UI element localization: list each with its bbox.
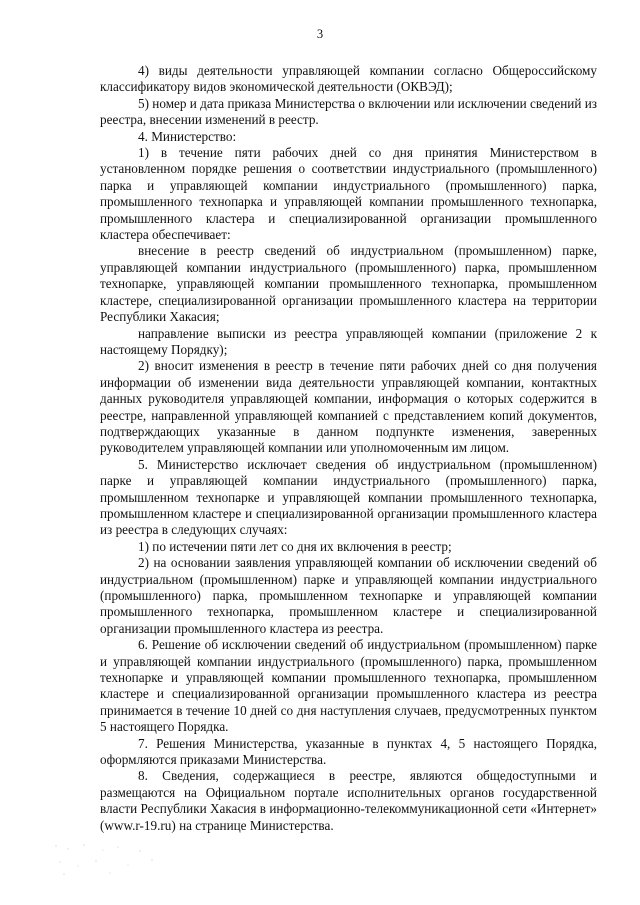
faint-scan-marks	[48, 840, 168, 880]
paragraph-5-2: 2) на основании заявления управляющей компании об исключении сведений об индустриальном (промышленном) парке и управляющей компании индустриального (промышленного) парка, промышленном технопарке и управляющей компании промышленного технопарка, промышленном кластере и специализированной организации промышленного кластера из реестра.	[100, 555, 597, 636]
document-body	[100, 63, 597, 834]
page-number: 3	[316, 27, 324, 41]
section-7-text: 7. Решения Министерства, указанные в пунктах 4, 5 настоящего Порядка, оформляются приказами Министерства.	[100, 735, 597, 768]
paragraph-4-4: 4) виды деятельности управляющей компании согласно Общероссийскому классификатору видов экономической деятельности (ОКВЭД);	[100, 63, 597, 95]
section-4-heading: 4. Министерство:	[138, 128, 237, 144]
section-6-text: 6. Решение об исключении сведений об индустриальном (промышленном) парке и управляющей компании индустриального (промышленного) парка, промышленном технопарке и управляющей компании промышленного технопарка, промышленном кластере и специализированной организации промышленного кластера из реестра принимается в течение 10 дней со дня наступления случаев, предусмотренных пунктом 5 настоящего Порядка.	[100, 637, 597, 735]
paragraph-registry-entry: внесение в реестр сведений об индустриальном (промышленном) парке, управляющей компании индустриального (промышленного) парка, промышленном технопарке, управляющей компании промышленного технопарка, промышленном кластере, специализированной организации промышленного кластера на территории Республики Хакасия;	[100, 243, 597, 325]
paragraph-5-1: 1) по истечении пяти лет со дня их включения в реестр;	[138, 538, 452, 554]
paragraph-4-5: 5) номер и дата приказа Министерства о включении или исключении сведений из реестра, внесении изменений в реестр.	[100, 95, 597, 128]
section-8-text: 8. Сведения, содержащиеся в реестре, являются общедоступными и размещаются на Официальном портале исполнительных органов государственной власти Республики Хакасия в информационно-телекоммуникационной сети «Интернет» (www.r-19.ru) на странице Министерства.	[100, 768, 597, 833]
section-5-text: 5. Министерство исключает сведения об индустриальном (промышленном) парке и управляющей компании индустриального (промышленного) парка, промышленном технопарке и управляющей компании промышленного технопарка, промышленном кластере и специализированной организации промышленного кластера из реестра в следующих случаях:	[100, 456, 597, 538]
paragraph-extract-sending: направление выписки из реестра управляющей компании (приложение 2 к настоящему Порядку);	[100, 325, 597, 357]
paragraph-4-2: 2) вносит изменения в реестр в течение пяти рабочих дней со дня получения информации об изменении вида деятельности управляющей компании, контактных данных руководителя управляющей компании, информация о которых содержится в реестре, направленной управляющей компанией с представлением копий документов, подтверждающих указанные в данном подпункте изменения, заверенных руководителем управляющей компании или уполномоченным им лицом.	[100, 358, 597, 456]
paragraph-4-1: 1) в течение пяти рабочих дней со дня принятия Министерством в установленном порядке решения о соответствии индустриального (промышленного) парка и управляющей компании индустриального (промышленного) парка, промышленного технопарка и управляющей компании промышленного технопарка, промышленного кластера и специализированной организации промышленного кластера обеспечивает:	[100, 145, 597, 243]
